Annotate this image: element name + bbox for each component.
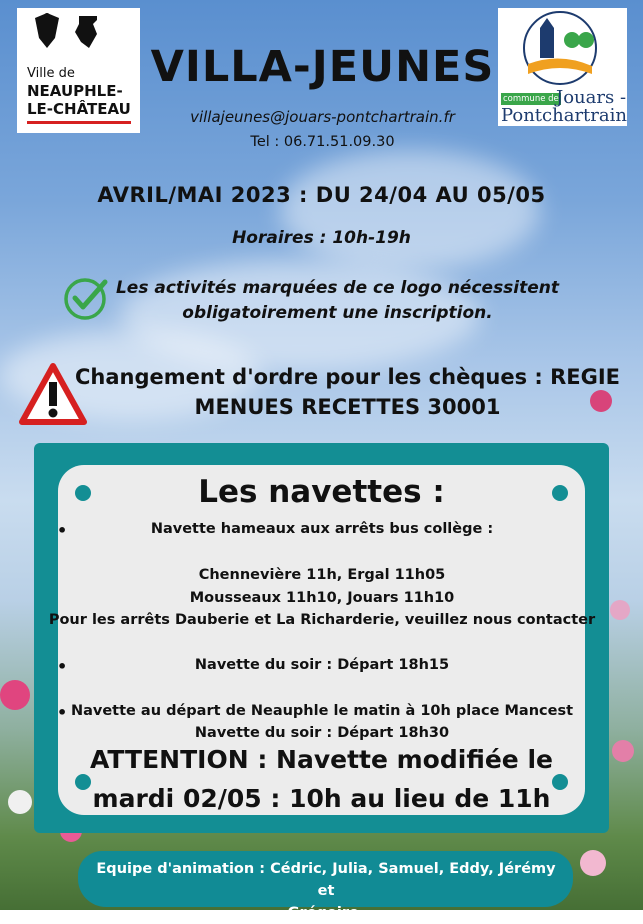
navette-item2: Navette du soir : Départ 18h15 <box>194 657 450 673</box>
navette-item1-line3: Pour les arrêts Dauberie et La Richarderie, veuillez nous contacter <box>48 612 596 628</box>
flower-decoration <box>612 740 634 762</box>
navette-item3-line2: Navette du soir : Départ 18h30 <box>194 725 450 741</box>
inscription-note-line1: Les activités marquées de ce logo nécessitent <box>115 278 560 298</box>
attention-line2: mardi 02/05 : 10h au lieu de 11h <box>92 784 551 813</box>
logo-red-line <box>27 121 131 124</box>
flower-decoration <box>580 850 606 876</box>
opening-hours: Horaires : 10h-19h <box>232 228 411 248</box>
neauphle-logo <box>17 8 140 133</box>
navettes-title: Les navettes : <box>198 474 445 510</box>
team-line1: Equipe d'animation : Cédric, Julia, Samuel, Eddy, Jérémy et <box>96 861 556 899</box>
bullet: • <box>57 657 68 676</box>
bullet: • <box>57 521 68 540</box>
checkmark-icon <box>63 276 109 320</box>
team-line2: Grégoire. <box>287 905 365 921</box>
logo-right-badge: commune de <box>503 94 559 104</box>
logo-left-line2: NEAUPHLE- <box>27 82 123 100</box>
inscription-note <box>110 276 565 326</box>
navette-item3-line1: Navette au départ de Neauphle le matin à 10h place Mancest <box>70 703 574 719</box>
bullet: • <box>57 703 68 722</box>
contact-email: villajeunes@jouars-pontchartrain.fr <box>190 108 455 126</box>
cloud <box>280 150 540 270</box>
page-title: VILLA-JEUNES <box>150 42 495 92</box>
logo-left-line3: LE-CHÂTEAU <box>27 100 131 118</box>
flower-decoration <box>0 680 30 710</box>
church-emblem-icon <box>498 8 627 88</box>
navette-item1-line1: Chennevière 11h, Ergal 11h05 <box>198 567 446 583</box>
date-range: AVRIL/MAI 2023 : DU 24/04 AU 05/05 <box>97 183 546 207</box>
logo-right-name2: Pontchartrain <box>501 105 627 126</box>
navette-item1-heading: Navette hameaux aux arrêts bus collège : <box>150 521 494 537</box>
logo-right-name1: Jouars - <box>556 87 627 108</box>
coat-of-arms-icon <box>17 8 140 68</box>
cheques-line1: Changement d'ordre pour les chèques : REGIE <box>75 365 620 389</box>
logo-left-line1: Ville de <box>27 66 75 81</box>
attention-line1: ATTENTION : Navette modifiée le <box>90 745 553 774</box>
contact-tel: Tel : 06.71.51.09.30 <box>250 134 395 150</box>
navette-item1-line2: Mousseaux 11h10, Jouars 11h10 <box>189 590 455 606</box>
team-text <box>86 858 566 924</box>
jouars-logo <box>498 8 627 126</box>
cheques-line2: MENUES RECETTES 30001 <box>194 395 501 419</box>
flower-decoration <box>610 600 630 620</box>
inscription-note-line2: obligatoirement une inscription. <box>182 303 493 323</box>
cheques-notice <box>62 362 633 422</box>
flower-decoration <box>8 790 32 814</box>
